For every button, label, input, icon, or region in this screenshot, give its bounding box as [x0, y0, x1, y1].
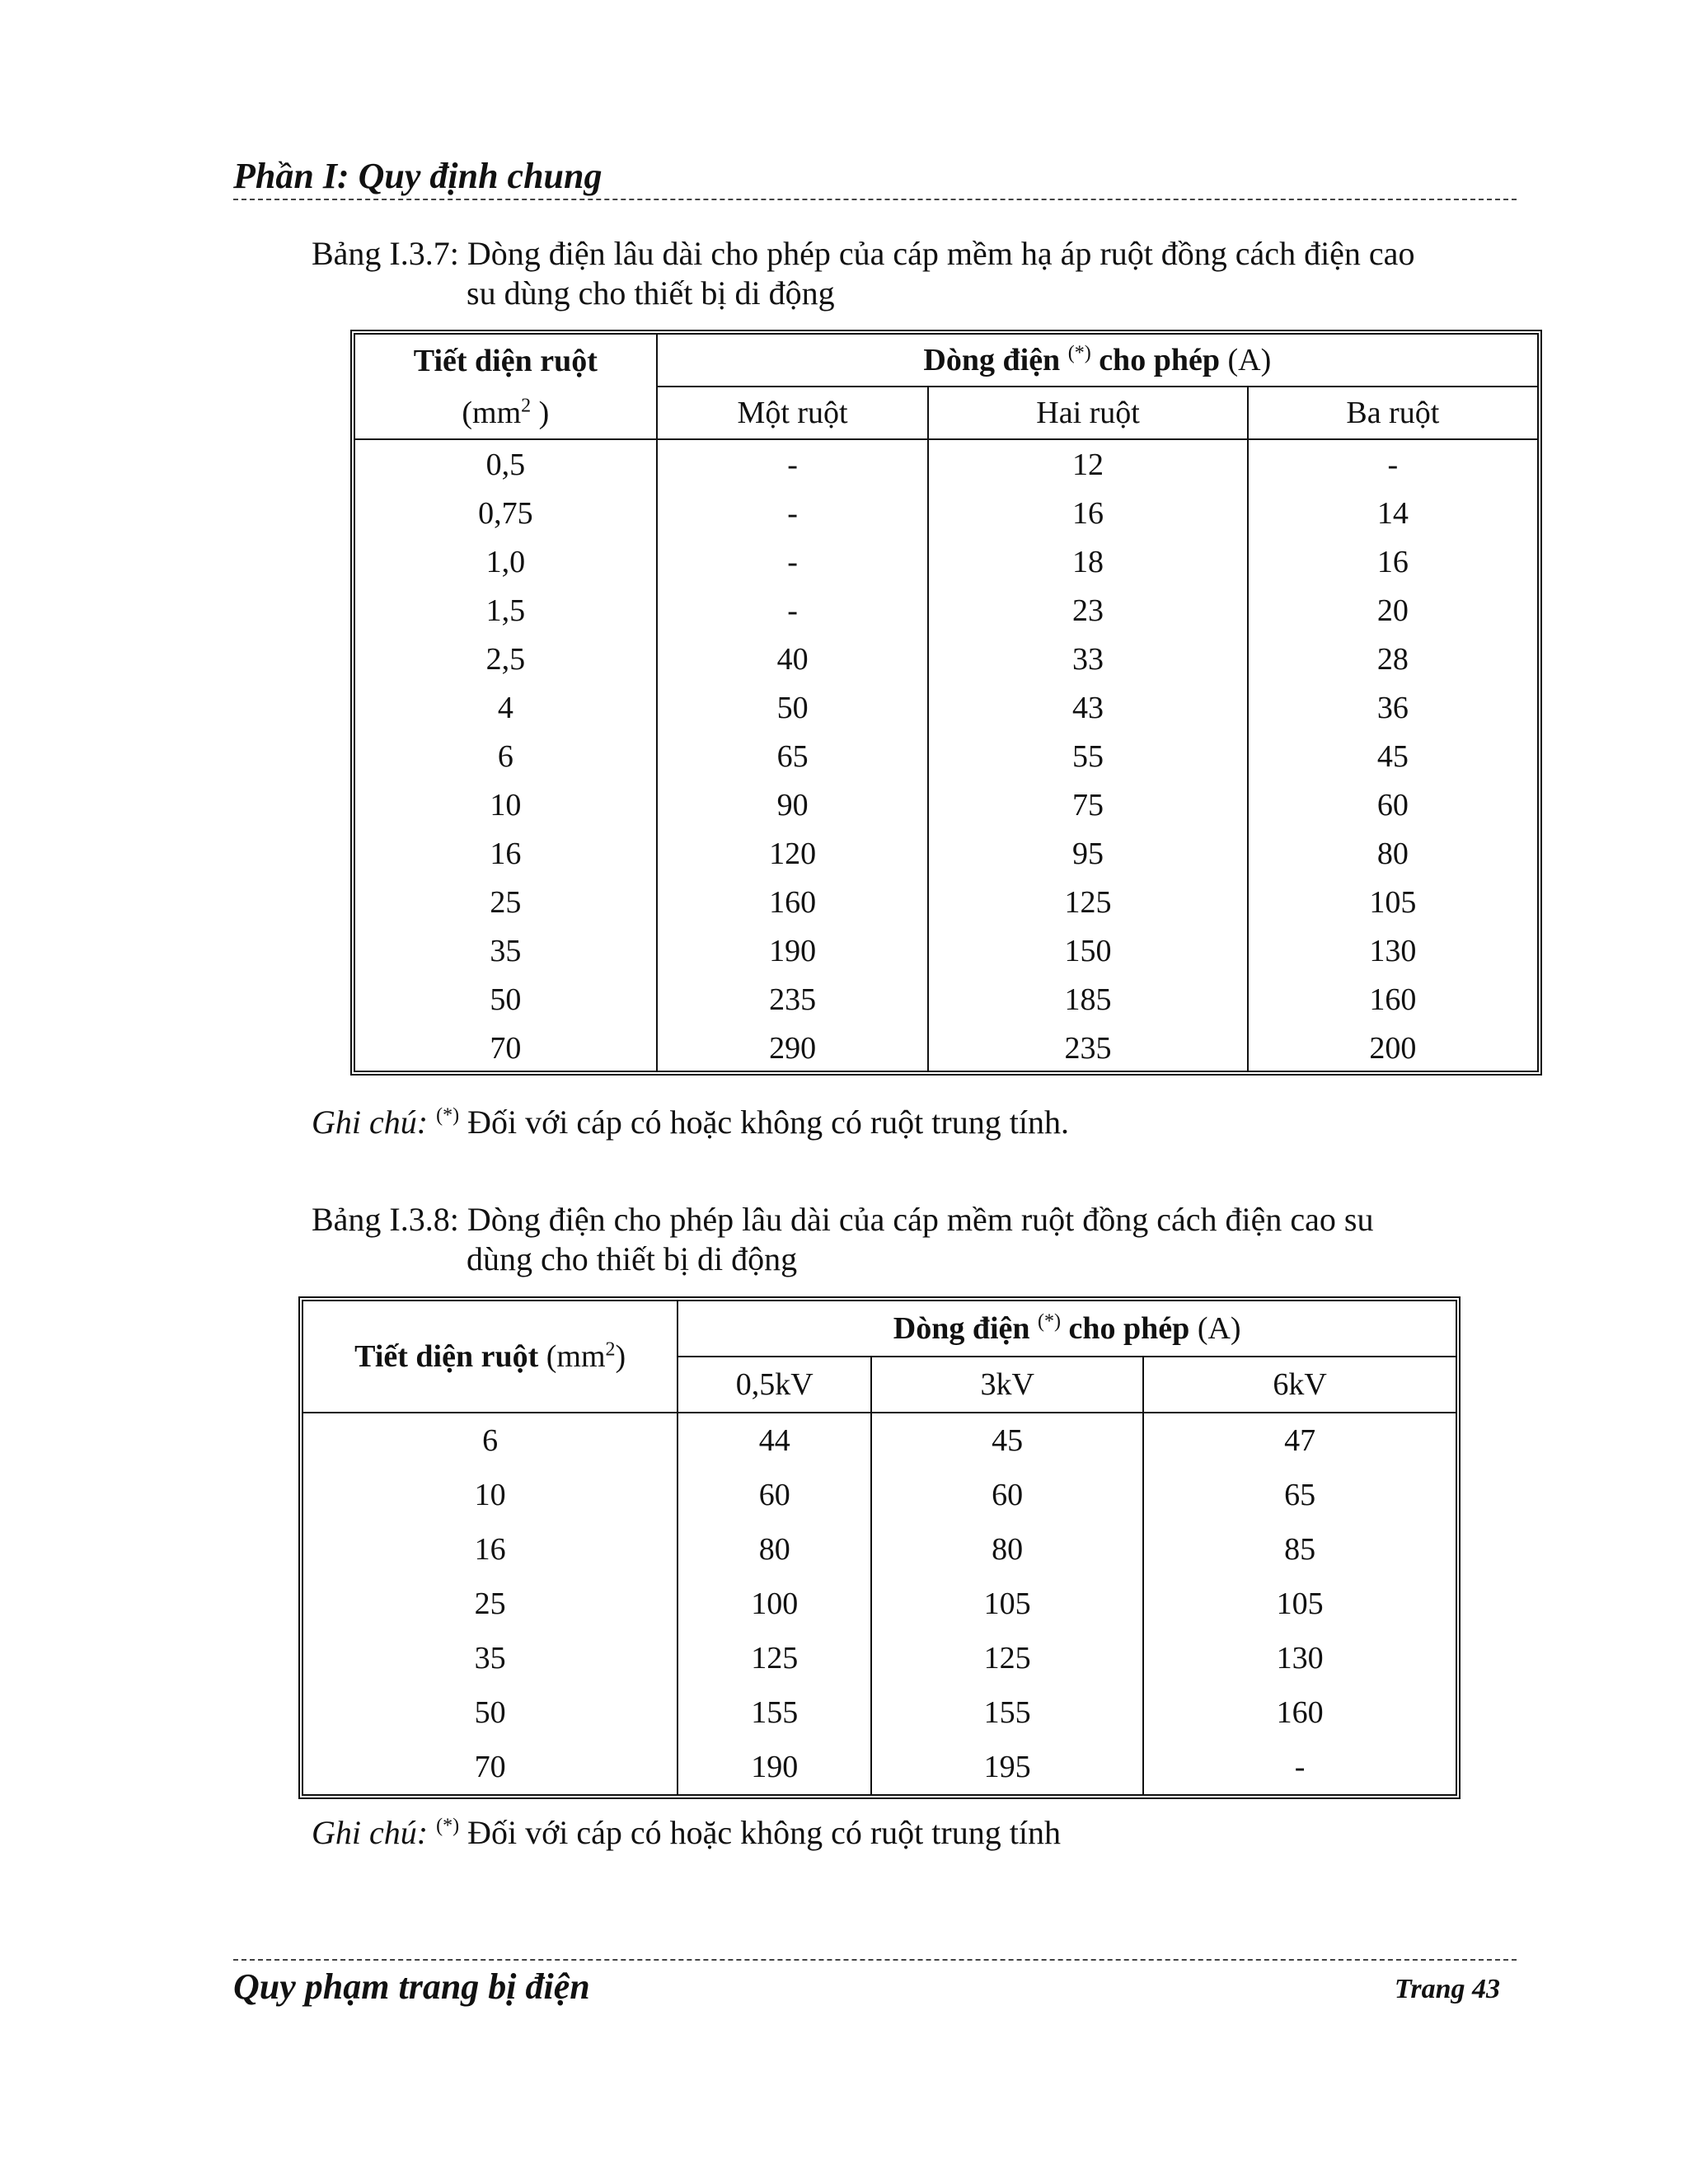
table-row: [303, 1468, 1456, 1522]
table-row: [355, 683, 1537, 732]
table-cell: 35: [355, 926, 657, 975]
table-cell: 105: [1369, 884, 1417, 920]
table2: [298, 1296, 1461, 1799]
table-cell: -: [657, 489, 929, 537]
table2-subcol-2: 3kV: [871, 1357, 1143, 1413]
table-cell: 40: [657, 635, 929, 683]
table-cell: 10: [355, 780, 657, 829]
table-cell: -: [657, 537, 929, 586]
table1: [350, 330, 1542, 1076]
table-cell: 70: [355, 1024, 657, 1072]
table-cell: 12: [928, 439, 1247, 489]
table-cell: 35: [303, 1631, 678, 1685]
table-cell: 65: [657, 732, 929, 780]
table-cell: 45: [871, 1413, 1143, 1468]
table-cell: 25: [303, 1577, 678, 1631]
table-cell: 50: [303, 1685, 678, 1740]
table-cell: 125: [678, 1631, 871, 1685]
table2-subcol-1: 0,5kV: [678, 1357, 871, 1413]
table-cell: 16: [928, 489, 1247, 537]
footer-title: Quy phạm trang bị điện: [233, 1966, 590, 2007]
table-cell: 1,5: [355, 586, 657, 635]
table-cell: 2,5: [355, 635, 657, 683]
table-cell: 60: [1376, 787, 1409, 823]
table1-group-header: Dòng điện (*) cho phép (A): [657, 335, 1537, 387]
table-cell: 185: [928, 975, 1247, 1024]
table-cell: 20: [1376, 593, 1409, 628]
table-cell: -: [657, 586, 929, 635]
table-row: [355, 439, 1537, 489]
table-row: [355, 537, 1537, 586]
table-cell: 65: [1284, 1477, 1316, 1512]
table1-caption-line2: su dùng cho thiết bị di động: [467, 274, 835, 312]
table-row: [355, 829, 1537, 878]
table-cell: 60: [678, 1468, 871, 1522]
table1-subcol-1: Một ruột: [657, 387, 929, 439]
table-cell: 45: [1376, 738, 1409, 774]
table-cell: 120: [657, 829, 929, 878]
table-cell: 47: [1284, 1423, 1316, 1458]
table-row: [303, 1740, 1456, 1794]
table-cell: 75: [928, 780, 1247, 829]
table-cell: 290: [657, 1024, 929, 1072]
table-cell: -: [1387, 447, 1399, 482]
table-row: [303, 1631, 1456, 1685]
table-cell: 14: [1376, 495, 1409, 531]
table-cell: 6: [355, 732, 657, 780]
table-cell: 235: [657, 975, 929, 1024]
table-cell: 160: [1276, 1694, 1324, 1730]
page-number: Trang 43: [1394, 1974, 1500, 2004]
table1-caption: [312, 234, 1531, 313]
table1-col0-unit: ($mm^2$ ): [355, 387, 657, 439]
table-cell: 125: [928, 878, 1247, 926]
table-cell: 23: [928, 586, 1247, 635]
table-cell: 190: [678, 1740, 871, 1794]
table-cell: 130: [1369, 933, 1417, 968]
table-cell: 50: [355, 975, 657, 1024]
table-cell: 200: [1369, 1030, 1417, 1066]
table-row: [303, 1522, 1456, 1577]
table-cell: 33: [928, 635, 1247, 683]
table-cell: 155: [871, 1685, 1143, 1740]
table-cell: 160: [657, 878, 929, 926]
table-cell: 155: [678, 1685, 871, 1740]
table-cell: -: [1294, 1749, 1306, 1784]
table-cell: 16: [303, 1522, 678, 1577]
table-row: [355, 1024, 1537, 1072]
section-header: Phần I: Quy định chung: [233, 156, 603, 196]
table-row: [303, 1577, 1456, 1631]
header-divider: [233, 199, 1517, 200]
table-cell: 0,5: [355, 439, 657, 489]
table-row: [355, 732, 1537, 780]
table-cell: 70: [303, 1740, 678, 1794]
table-cell: 80: [1376, 836, 1409, 871]
table-cell: 6: [303, 1413, 678, 1468]
table-cell: 18: [928, 537, 1247, 586]
table-cell: 150: [928, 926, 1247, 975]
table-cell: 160: [1369, 982, 1417, 1017]
table-cell: 4: [355, 683, 657, 732]
table-row: [355, 780, 1537, 829]
table-cell: 105: [1276, 1586, 1324, 1621]
table-cell: 55: [928, 732, 1247, 780]
table-cell: 60: [871, 1468, 1143, 1522]
table2-caption: [312, 1200, 1531, 1279]
table-cell: 10: [303, 1468, 678, 1522]
table-row: [355, 878, 1537, 926]
table-cell: 43: [928, 683, 1247, 732]
table-cell: -: [657, 439, 929, 489]
table2-caption-line2: dùng cho thiết bị di động: [467, 1240, 798, 1277]
table-row: [355, 975, 1537, 1024]
table-row: [355, 926, 1537, 975]
table-row: [303, 1685, 1456, 1740]
footer-divider: [233, 1959, 1517, 1961]
table-cell: 25: [355, 878, 657, 926]
table1-subcol-2: Hai ruột: [928, 387, 1247, 439]
table-cell: 95: [928, 829, 1247, 878]
table2-group-header: Dòng điện (*) cho phép (A): [678, 1301, 1456, 1357]
table1-caption-line1: Bảng I.3.7: Dòng điện lâu dài cho phép của cáp mềm hạ áp ruột đồng cách điện cao: [312, 235, 1415, 272]
table-row: [303, 1413, 1456, 1468]
table-row: [355, 586, 1537, 635]
table-cell: 1,0: [355, 537, 657, 586]
table-cell: 16: [355, 829, 657, 878]
table2-col0-header: Tiết diện ruột $(mm^2)$: [303, 1301, 678, 1413]
table-cell: 28: [1376, 641, 1409, 677]
table-cell: 36: [1376, 690, 1409, 725]
table-cell: 0,75: [355, 489, 657, 537]
table-row: [355, 635, 1537, 683]
table-cell: 44: [678, 1413, 871, 1468]
table-cell: 195: [871, 1740, 1143, 1794]
table-cell: 125: [871, 1631, 1143, 1685]
table-cell: 90: [657, 780, 929, 829]
table-cell: 105: [871, 1577, 1143, 1631]
table-cell: 100: [678, 1577, 871, 1631]
table-cell: 85: [1284, 1531, 1316, 1567]
table2-note: Ghi chú: (*) Đối với cáp có hoặc không có ruột trung tính: [312, 1814, 1061, 1851]
table2-subcol-3: 6kV: [1143, 1357, 1456, 1413]
table-cell: 80: [871, 1522, 1143, 1577]
table-cell: 80: [678, 1522, 871, 1577]
table-cell: 130: [1276, 1640, 1324, 1675]
table-cell: 235: [928, 1024, 1247, 1072]
table-cell: 50: [657, 683, 929, 732]
table-cell: 16: [1376, 544, 1409, 579]
table2-caption-line1: Bảng I.3.8: Dòng điện cho phép lâu dài của cáp mềm ruột đồng cách điện cao su: [312, 1201, 1374, 1238]
table-cell: 190: [657, 926, 929, 975]
table-row: [355, 489, 1537, 537]
table1-note: Ghi chú: (*) Đối với cáp có hoặc không có ruột trung tính.: [312, 1104, 1069, 1141]
table1-subcol-3: Ba ruột: [1248, 387, 1537, 439]
table1-col0-title: Tiết diện ruột: [355, 335, 657, 387]
